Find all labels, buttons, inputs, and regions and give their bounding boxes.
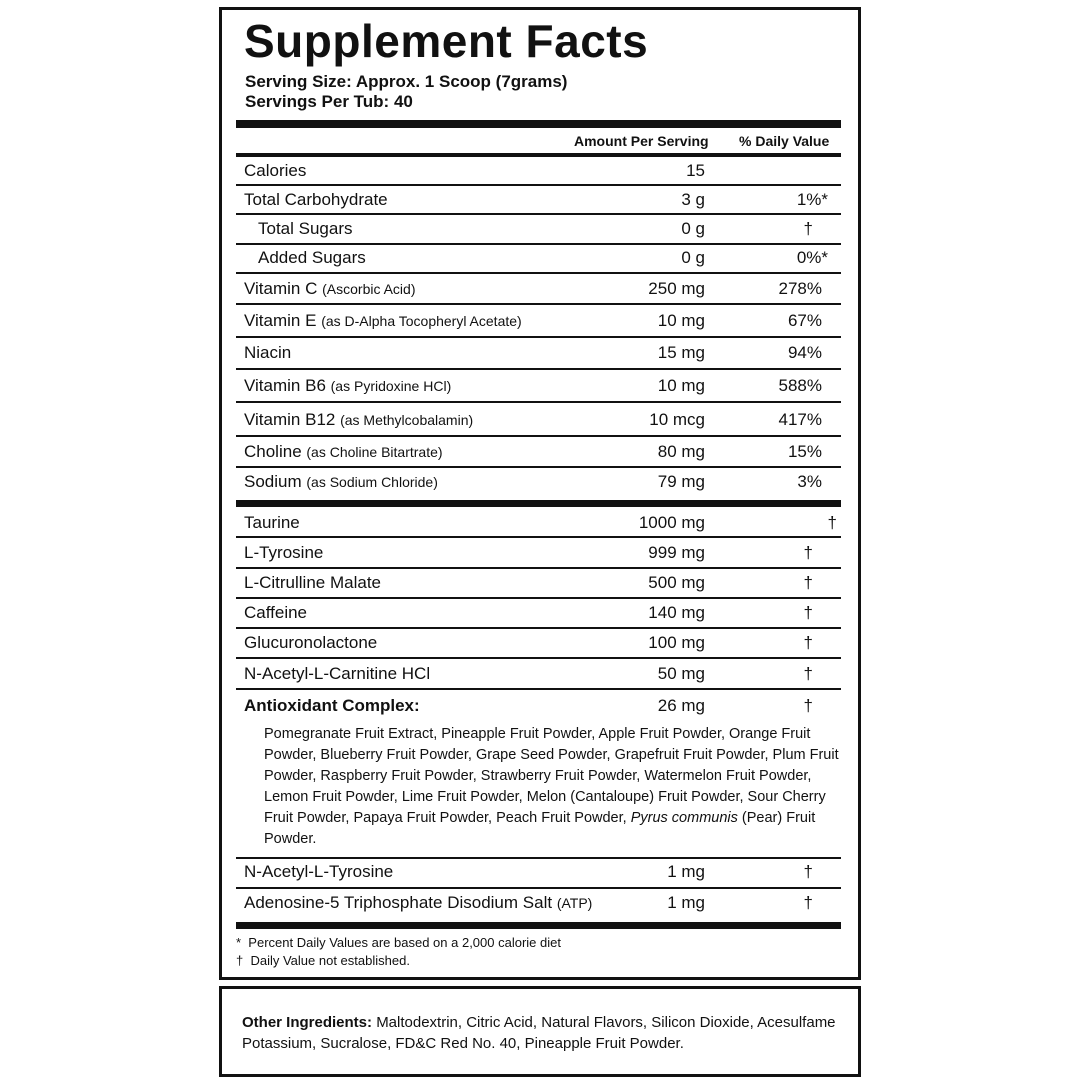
servings-value: 40: [393, 92, 413, 111]
ingredient-amount: 1000 mg: [638, 513, 705, 532]
nutrient-dv: †: [803, 219, 813, 238]
antioxidant-description: [264, 724, 844, 850]
nutrient-dv: 67%: [787, 311, 822, 330]
nutrient-name: [244, 472, 438, 492]
nutrient-source: (as D-Alpha Tocopheryl Acetate): [321, 313, 522, 329]
thick-divider: [236, 500, 841, 507]
row-divider: [236, 567, 841, 569]
nutrient-dv: 1%*: [796, 190, 828, 209]
header-daily-value: % Daily Value: [739, 133, 830, 149]
nutrient-name-text: Vitamin C: [244, 279, 318, 298]
nutrient-name: Total Carbohydrate: [244, 190, 388, 209]
antioxidant-species: Pyrus communis: [630, 810, 738, 826]
ingredient-name: N-Acetyl-L-Carnitine HCl: [244, 664, 431, 683]
row-divider: [236, 303, 841, 305]
ingredient-amount: 999 mg: [648, 543, 705, 562]
row-divider: [236, 536, 841, 538]
ingredient-name: [244, 893, 592, 913]
other-ingredients-list: Maltodextrin, Citric Acid, Natural Flavors, Silicon Dioxide, Acesulfame Potassium, Sucralose, FD&C Red No. 40, Pineapple Fruit Powder.: [242, 1014, 836, 1052]
footnote-dagger-text: Daily Value not established.: [250, 953, 410, 968]
nutrient-amount: 80 mg: [657, 442, 705, 461]
row-divider: [236, 657, 841, 659]
row-divider: [236, 466, 841, 468]
ingredient-name-text: Adenosine-5 Triphosphate Disodium Salt: [244, 893, 553, 912]
nutrient-dv: 94%: [787, 343, 822, 362]
footnote-star: *: [236, 935, 242, 950]
nutrient-amount: 10 mg: [657, 376, 705, 395]
row-divider: [236, 597, 841, 599]
ingredient-abbrev: (ATP): [556, 895, 593, 911]
ingredient-dv: †: [803, 633, 813, 652]
nutrient-dv: 417%: [778, 410, 822, 429]
footnote-dagger: [236, 953, 410, 968]
ingredient-name: Taurine: [244, 513, 300, 532]
ingredient-amount: 1 mg: [667, 862, 705, 881]
nutrient-amount: 10 mcg: [649, 410, 705, 429]
nutrient-name: Total Sugars: [258, 219, 353, 238]
other-ingredients: [242, 1012, 852, 1054]
nutrient-amount: 3 g: [681, 190, 705, 209]
nutrient-name: Added Sugars: [258, 248, 366, 267]
nutrient-amount: 15: [686, 161, 705, 180]
nutrient-source: (Ascorbic Acid): [322, 281, 416, 297]
nutrient-name: [244, 279, 415, 299]
nutrient-name-text: Choline: [244, 442, 302, 461]
row-divider: [236, 688, 841, 690]
nutrient-name-text: Vitamin B12: [244, 410, 336, 429]
nutrient-name: Niacin: [244, 343, 292, 362]
ingredient-dv: †: [803, 664, 813, 683]
row-divider: [236, 627, 841, 629]
ingredient-amount: 26 mg: [657, 696, 705, 715]
nutrient-dv: 0%*: [796, 248, 828, 267]
header-amount: Amount Per Serving: [574, 133, 709, 149]
nutrient-source: (as Methylcobalamin): [340, 412, 474, 428]
nutrient-name-text: Vitamin B6: [244, 376, 326, 395]
row-divider: [236, 857, 841, 859]
row-divider: [236, 401, 841, 403]
serving-size-value: Approx. 1 Scoop (7grams): [355, 72, 568, 91]
nutrient-source: (as Choline Bitartrate): [306, 444, 443, 460]
nutrient-name: [244, 376, 451, 396]
ingredient-name: L-Tyrosine: [244, 543, 324, 562]
row-divider: [236, 213, 841, 215]
row-divider: [236, 368, 841, 370]
nutrient-name: [244, 311, 522, 331]
ingredient-dv: †: [803, 603, 813, 622]
ingredient-amount: 100 mg: [648, 633, 705, 652]
ingredient-amount: 140 mg: [648, 603, 705, 622]
ingredient-dv: †: [803, 893, 813, 912]
footnote-star-text: Percent Daily Values are based on a 2,000 calorie diet: [248, 935, 561, 950]
thick-divider: [236, 922, 841, 929]
ingredient-name: L-Citrulline Malate: [244, 573, 381, 592]
nutrient-dv: 3%: [797, 472, 822, 491]
ingredient-name: N-Acetyl-L-Tyrosine: [244, 862, 394, 881]
ingredient-dv: †: [803, 696, 813, 715]
header-divider: [236, 153, 841, 157]
nutrient-amount: 250 mg: [648, 279, 705, 298]
nutrient-dv: 15%: [787, 442, 822, 461]
ingredient-name: Antioxidant Complex:: [244, 696, 420, 715]
row-divider: [236, 272, 841, 274]
nutrient-amount: 79 mg: [657, 472, 705, 491]
nutrient-name-text: Sodium: [244, 472, 302, 491]
servings-per-container: [245, 92, 413, 112]
ingredient-amount: 500 mg: [648, 573, 705, 592]
nutrient-source: (as Pyridoxine HCl): [330, 378, 452, 394]
nutrient-amount: 15 mg: [657, 343, 705, 362]
ingredient-name: Glucuronolactone: [244, 633, 378, 652]
nutrient-amount: 0 g: [681, 219, 705, 238]
other-ingredients-label: Other Ingredients:: [242, 1014, 373, 1031]
nutrient-name: [244, 442, 443, 462]
ingredient-dv: †: [803, 862, 813, 881]
nutrient-amount: 0 g: [681, 248, 705, 267]
antioxidant-list-end: (Pear) Fruit Powder.: [264, 810, 816, 847]
ingredient-amount: 1 mg: [667, 893, 705, 912]
nutrient-name: Calories: [244, 161, 307, 180]
ingredient-dv: †: [803, 543, 813, 562]
panel-title: Supplement Facts: [244, 15, 649, 67]
row-divider: [236, 435, 841, 437]
row-divider: [236, 184, 841, 186]
row-divider: [236, 887, 841, 889]
ingredient-amount: 50 mg: [657, 664, 705, 683]
row-divider: [236, 336, 841, 338]
antioxidant-list: Pomegranate Fruit Extract, Pineapple Fruit Powder, Apple Fruit Powder, Orange Fruit Powder, Blueberry Fruit Powder, Grape Seed Powder, Grapefruit Fruit Powder, Plum Fruit Powder, Raspberry Fruit Powder, Strawberry Fruit Powder, Watermelon Fruit Powder, Lemon Fruit Powder, Lime Fruit Powder, Melon (Cantaloupe) Fruit Powder, Sour Cherry Fruit Powder, Papaya Fruit Powder, Peach Fruit Powder,: [264, 726, 839, 826]
ingredient-dv: †: [803, 573, 813, 592]
nutrient-amount: 10 mg: [657, 311, 705, 330]
serving-size: [245, 72, 567, 92]
nutrient-name: [244, 410, 473, 430]
serving-size-label: Serving Size:: [245, 72, 352, 91]
nutrient-name-text: Vitamin E: [244, 311, 317, 330]
ingredient-dv: †: [827, 513, 837, 532]
nutrient-dv: 588%: [778, 376, 822, 395]
nutrient-dv: 278%: [778, 279, 822, 298]
servings-label: Servings Per Tub:: [245, 92, 390, 111]
thick-divider: [236, 120, 841, 128]
row-divider: [236, 243, 841, 245]
nutrient-source: (as Sodium Chloride): [306, 474, 438, 490]
ingredient-name: Caffeine: [244, 603, 308, 622]
footnote-daily-values: [236, 935, 561, 950]
footnote-dagger-symbol: †: [236, 953, 244, 968]
